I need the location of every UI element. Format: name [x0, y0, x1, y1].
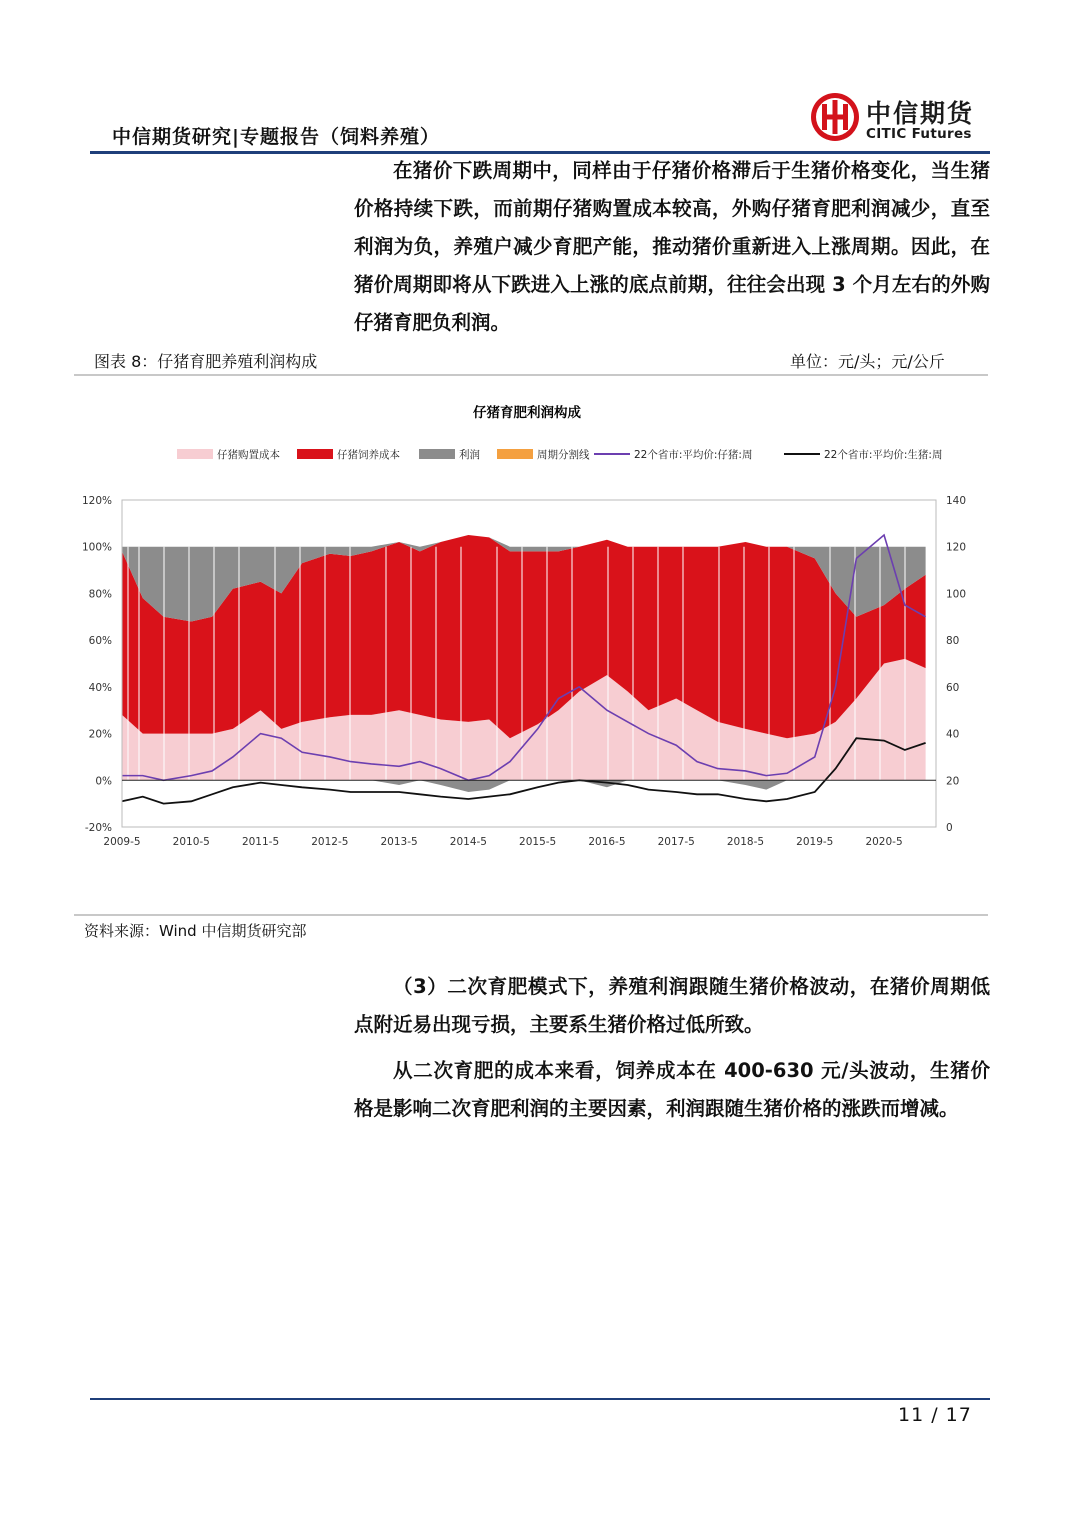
- x-tick-label: 2019-5: [796, 836, 834, 848]
- x-tick-label: 2010-5: [172, 836, 210, 848]
- body-paragraph-1: [354, 152, 990, 342]
- y-left-tick-label: 100%: [81, 541, 112, 554]
- legend-swatch: [497, 449, 533, 459]
- paragraph-1-text: 在猪价下跌周期中，同样由于仔猪价格滞后于生猪价格变化，当生猪价格持续下跌，而前期仔猪购置成本较高，外购仔猪育肥利润减少，直至利润为负，养殖户减少育肥产能，推动猪价重新进入上涨周期。因此，在猪价周期即将从下跌进入上涨的底点前期，往往会出现 3 个月左右的外购仔猪育肥负利润。: [354, 159, 990, 334]
- x-tick-label: 2012-5: [311, 836, 349, 848]
- footer-divider: [90, 1398, 990, 1400]
- y-left-tick-label: 40%: [88, 681, 112, 694]
- legend-swatch: [297, 449, 333, 459]
- x-tick-label: 2009-5: [103, 836, 141, 848]
- legend-item: [177, 448, 280, 461]
- legend-swatch: [177, 449, 213, 459]
- legend-item: [497, 448, 590, 461]
- figure-bottom-rule: [74, 914, 988, 916]
- x-tick-label: 2013-5: [380, 836, 418, 848]
- chart-plot-area: [122, 535, 926, 804]
- y-right-tick-label: 80: [946, 635, 960, 648]
- x-tick-label: 2016-5: [588, 836, 626, 848]
- paragraph-2-text: （3）二次育肥模式下，养殖利润跟随生猪价格波动，在猪价周期低点附近易出现亏损，主要系生猪价格过低所致。: [354, 975, 990, 1036]
- y-right-tick-label: 40: [946, 728, 960, 741]
- y-right-tick-label: 0: [946, 822, 953, 834]
- chart-legend: [177, 448, 942, 461]
- y-left-tick-label: -20%: [84, 822, 112, 834]
- figure-caption: 图表 8：仔猪育肥养殖利润构成: [94, 352, 318, 371]
- logo-text-en: CITIC Futures: [866, 126, 972, 142]
- chart-title: 仔猪育肥利润构成: [473, 405, 581, 421]
- legend-item: [784, 448, 942, 461]
- y-right-tick-label: 100: [946, 588, 967, 601]
- body-paragraph-3: [354, 1052, 990, 1128]
- figure-top-rule: [74, 374, 988, 376]
- citic-futures-logo: [808, 90, 988, 146]
- legend-item: [297, 448, 400, 461]
- legend-swatch: [419, 449, 455, 459]
- y-right-tick-label: 120: [946, 541, 967, 554]
- citic-logo-icon: [808, 90, 862, 144]
- legend-item: [419, 448, 480, 461]
- logo-text-cn: 中信期货: [866, 99, 975, 128]
- y-left-tick-label: 80%: [88, 588, 112, 601]
- x-tick-label: 2011-5: [241, 836, 280, 848]
- legend-item: [594, 448, 752, 461]
- report-header-title: 中信期货研究|专题报告（饲料养殖）: [112, 126, 440, 148]
- figure-source: 资料来源：Wind 中信期货研究部: [84, 922, 307, 940]
- y-right-tick-label: 20: [946, 775, 960, 788]
- x-tick-label: 2020-5: [865, 836, 903, 848]
- legend-label: 利润: [459, 449, 480, 461]
- legend-label: 仔猪饲养成本: [337, 449, 400, 461]
- figure-unit: 单位：元/头；元/公斤: [790, 352, 945, 371]
- x-tick-label: 2018-5: [726, 836, 765, 848]
- y-left-tick-label: 20%: [88, 728, 112, 741]
- page-number: 11 / 17: [898, 1404, 972, 1426]
- legend-label: 22个省市:平均价:生猪:周: [824, 449, 943, 461]
- x-tick-label: 2017-5: [657, 836, 695, 848]
- legend-label: 周期分割线: [537, 449, 590, 461]
- body-paragraph-2: [354, 968, 990, 1044]
- legend-label: 仔猪购置成本: [217, 449, 280, 461]
- y-left-tick-label: 60%: [88, 635, 112, 648]
- x-tick-label: 2015-5: [519, 836, 557, 848]
- x-tick-label: 2014-5: [449, 836, 487, 848]
- legend-label: 22个省市:平均价:仔猪:周: [634, 449, 753, 461]
- y-right-tick-label: 140: [946, 495, 967, 507]
- y-left-tick-label: 0%: [95, 775, 112, 788]
- profit-composition-chart: [74, 380, 988, 910]
- y-right-tick-label: 60: [946, 681, 960, 694]
- paragraph-3-text: 从二次育肥的成本来看，饲养成本在 400-630 元/头波动，生猪价格是影响二次育肥利润的主要因素，利润跟随生猪价格的涨跌而增减。: [354, 1059, 990, 1120]
- y-left-tick-label: 120%: [81, 495, 112, 507]
